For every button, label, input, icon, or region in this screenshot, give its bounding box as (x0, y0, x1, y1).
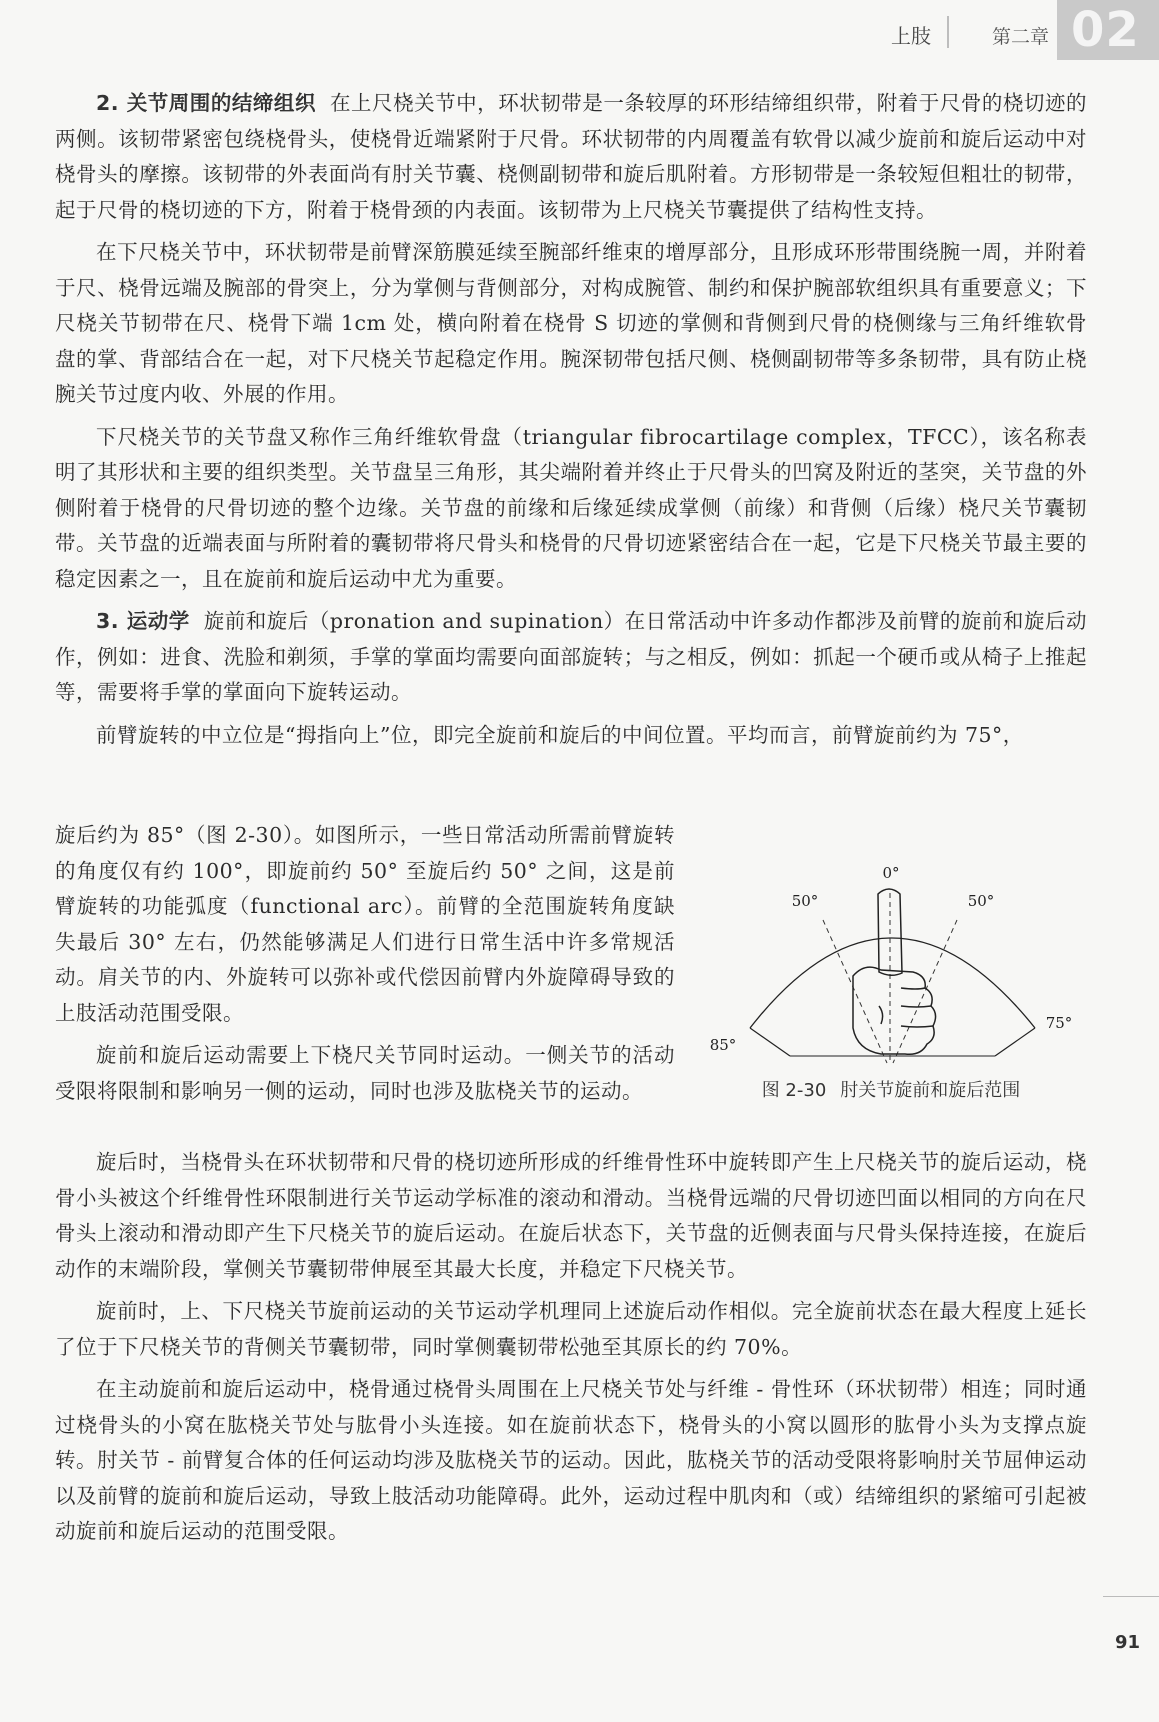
paragraph: 在下尺桡关节中，环状韧带是前臂深筋膜延续至腕部纤维束的增厚部分，且形成环形带围绕腕一周，并附着于尺、桡骨远端及腕部的骨突上，分为掌侧与背侧部分，对构成腕管、制约和保护腕部软组织具有重要意义；下尺桡关节韧带在尺、桡骨下端 1cm 处，横向附着在桡骨 S 切迹的掌侧和背侧到尺骨的桡侧缘与三角纤维软骨盘的掌、背部结合在一起，对下尺桡关节起稳定作用。腕深韧带包括尺侧、桡侧副韧带等多条韧带，具有防止桡腕关节过度内收、外展的作用。 (55, 240, 1087, 406)
thumb-up-hand-icon (853, 889, 936, 1054)
paragraph: 旋前时，上、下尺桡关节旋前运动的关节运动学机理同上述旋后动作相似。完全旋前状态在最大程度上延长了位于下尺桡关节的背侧关节囊韧带，同时掌侧囊韧带松弛至其原长的约 70%。 (55, 1299, 1087, 1359)
figure-caption-number: 图 2-30 (761, 1080, 827, 1101)
header-chapter-number: 02 (1057, 0, 1159, 60)
footer-rule (1103, 1596, 1159, 1597)
label-75-degree: 75° (1045, 1014, 1073, 1032)
right-edge-line (995, 1028, 1035, 1056)
label-0-degree: 0° (882, 864, 900, 882)
figure-side-text (55, 818, 675, 1116)
paragraph: 前臂旋转的中立位是“拇指向上”位，即完全旋前和旋后的中间位置。平均而言，前臂旋前约为 75°， (96, 722, 1024, 747)
range-arc (750, 938, 1035, 1028)
paragraph (55, 604, 1087, 711)
page-number: 91 (1114, 1632, 1140, 1653)
label-left-50-degree: 50° (791, 892, 819, 910)
paragraph-text: 旋前和旋后（pronation and supination）在日常活动中许多动作都涉及前臂的旋前和旋后动作，例如：进食、洗脸和剃须，手掌的掌面均需要向面部旋转；与之相反，例如：抓起一个硬币或从椅子上推起等，需要将手掌的掌面向下旋转运动。 (55, 609, 1087, 704)
figure-caption (695, 1076, 1087, 1102)
paragraph: 在主动旋前和旋后运动中，桡骨通过桡骨头周围在上尺桡关节处与纤维 - 骨性环（环状韧带）相连；同时通过桡骨头的小窝在肱桡关节处与肱骨小头连接。如在旋前状态下，桡骨头的小窝以圆形的肱骨小头为支撑点旋转。肘关节 - 前臂复合体的任何运动均涉及肱桡关节的运动。因此，肱桡关节的活动受限将影响肘关节屈伸运动以及前臂的旋前和旋后运动，导致上肢活动功能障碍。此外，运动过程中肌肉和（或）结缔组织的紧缩可引起被动旋前和旋后运动的范围受限。 (55, 1377, 1087, 1543)
section-heading-connective-tissue: 2. 关节周围的结缔组织 (96, 91, 316, 115)
running-header (739, 0, 1159, 64)
label-right-50-degree: 50° (967, 892, 995, 910)
figure-caption-text: 肘关节旋前和旋后范围 (840, 1080, 1021, 1101)
header-divider (947, 16, 949, 48)
paragraph: 旋后时，当桡骨头在环状韧带和尺骨的桡切迹所形成的纤维骨性环中旋转即产生上尺桡关节的旋后运动，桡骨小头被这个纤维骨性环限制进行关节运动学标准的滚动和滑动。当桡骨远端的尺骨切迹凹面以相同的方向在尺骨头上滚动和滑动即产生下尺桡关节的旋后运动。在旋后状态下，关节盘的近侧表面与尺骨头保持连接，在旋后动作的末端阶段，掌侧关节囊韧带伸展至其最大长度，并稳定下尺桡关节。 (55, 1150, 1087, 1281)
paragraph-text: 在上尺桡关节中，环状韧带是一条较厚的环形结缔组织带，附着于尺骨的桡切迹的两侧。该韧带紧密包绕桡骨头，使桡骨近端紧附于尺骨。环状韧带的内周覆盖有软骨以减少旋前和旋后运动中对桡骨头的摩擦。该韧带的外表面尚有肘关节囊、桡侧副韧带和旋后肌附着。方形韧带是一条较短但粗壮的韧带，起于尺骨的桡切迹的下方，附着于桡骨颈的内表面。该韧带为上尺桡关节囊提供了结构性支持。 (55, 91, 1087, 222)
paragraph (55, 86, 1087, 228)
figure-block (55, 818, 1087, 1148)
header-part-title: 上肢 (891, 24, 931, 48)
section-heading-kinematics: 3. 运动学 (96, 609, 190, 633)
rotation-range-diagram (695, 838, 1087, 1078)
right-dashed-line (893, 920, 957, 1063)
body-text-top (55, 86, 1087, 760)
label-85-degree: 85° (709, 1036, 737, 1054)
figure-2-30 (695, 838, 1087, 1108)
left-edge-line (750, 1028, 790, 1056)
header-chapter-label: 第二章 (991, 26, 1049, 48)
body-text-bottom (55, 1145, 1087, 1557)
paragraph: 旋后约为 85°（图 2-30）。如图所示，一些日常活动所需前臂旋转的角度仅有约 100°，即旋前约 50° 至旋后约 50° 之间，这是前臂旋转的功能弧度（functional arc）。前臂的全范围旋转角度缺失最后 30° 左右，仍然能够满足人们进行日常生活中许多常规活动。肩关节的内、外旋转可以弥补或代偿因前臂内外旋障碍导致的上肢活动范围受限。 (55, 823, 675, 1025)
left-dashed-line (823, 920, 887, 1063)
paragraph: 旋前和旋后运动需要上下桡尺关节同时运动。一侧关节的活动受限将限制和影响另一侧的运动，同时也涉及肱桡关节的运动。 (55, 1043, 675, 1103)
paragraph: 下尺桡关节的关节盘又称作三角纤维软骨盘（triangular fibrocartilage complex，TFCC），该名称表明了其形状和主要的组织类型。关节盘呈三角形，其尖端附着并终止于尺骨头的凹窝及附近的茎突，关节盘的外侧附着于桡骨的尺骨切迹的整个边缘。关节盘的前缘和后缘延续成掌侧（前缘）和背侧（后缘）桡尺关节囊韧带。关节盘的近端表面与所附着的囊韧带将尺骨头和桡骨的尺骨切迹紧密结合在一起，它是下尺桡关节最主要的稳定因素之一，且在旋前和旋后运动中尤为重要。 (55, 424, 1087, 591)
